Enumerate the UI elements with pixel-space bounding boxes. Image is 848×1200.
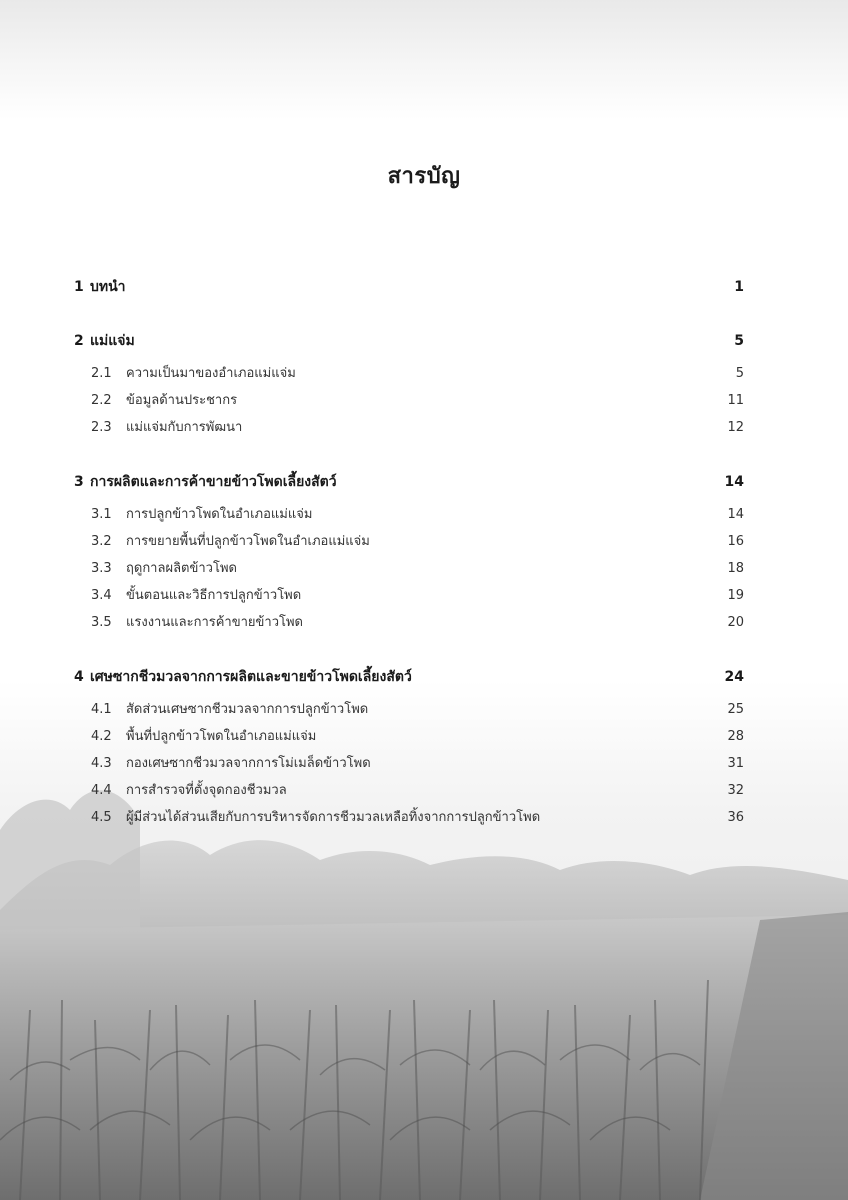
page-title: สารบัญ <box>387 164 461 189</box>
section-number: 2.3 <box>91 420 112 435</box>
page-number: 31 <box>727 756 744 771</box>
page-number: 18 <box>727 561 744 576</box>
chapter-title: แม่แจ่ม <box>90 333 135 349</box>
page-number: 11 <box>727 393 744 408</box>
toc-section-3-3[interactable] <box>0 558 848 580</box>
page-number: 32 <box>727 783 744 798</box>
section-title: การขยายพื้นที่ปลูกข้าวโพดในอำเภอแม่แจ่ม <box>126 534 370 549</box>
page-number: 28 <box>727 729 744 744</box>
section-number: 3.4 <box>91 588 112 603</box>
page-number: 5 <box>734 333 744 349</box>
section-title: การสำรวจที่ตั้งจุดกองชีวมวล <box>126 783 287 798</box>
section-title: แม่แจ่มกับการพัฒนา <box>126 420 243 435</box>
chapter-title: การผลิตและการค้าขายข้าวโพดเลี้ยงสัตว์ <box>90 474 337 490</box>
section-number: 4.5 <box>91 810 112 825</box>
toc-section-3-4[interactable] <box>0 585 848 607</box>
section-title: การปลูกข้าวโพดในอำเภอแม่แจ่ม <box>126 507 313 522</box>
section-number: 4.1 <box>91 702 112 717</box>
section-number: 3.3 <box>91 561 112 576</box>
top-gradient-band <box>0 0 848 120</box>
section-number: 3.1 <box>91 507 112 522</box>
toc-section-4-3[interactable] <box>0 753 848 775</box>
section-title: แรงงานและการค้าขายข้าวโพด <box>126 615 304 630</box>
page-number: 20 <box>727 615 744 630</box>
section-number: 2.2 <box>91 393 112 408</box>
chapter-title: เศษซากชีวมวลจากการผลิตและขายข้าวโพดเลี้ยงสัตว์ <box>90 669 412 685</box>
toc-section-3-5[interactable] <box>0 612 848 634</box>
section-title: ฤดูกาลผลิตข้าวโพด <box>126 561 237 576</box>
section-title: สัดส่วนเศษซากชีวมวลจากการปลูกข้าวโพด <box>126 702 369 717</box>
chapter-number: 1 <box>74 279 84 295</box>
page-number: 12 <box>727 420 744 435</box>
page-number: 16 <box>727 534 744 549</box>
section-number: 2.1 <box>91 366 112 381</box>
toc-chapter-1[interactable] <box>0 276 848 298</box>
section-title: กองเศษซากชีวมวลจากการโม่เมล็ดข้าวโพด <box>126 756 371 771</box>
chapter-title: บทนำ <box>90 279 126 295</box>
page-number: 25 <box>727 702 744 717</box>
toc-section-2-3[interactable] <box>0 417 848 439</box>
section-title: ผู้มีส่วนได้ส่วนเสียกับการบริหารจัดการชีวมวลเหลือทิ้งจากการปลูกข้าวโพด <box>126 810 541 825</box>
toc-section-4-4[interactable] <box>0 780 848 802</box>
chapter-number: 2 <box>74 333 84 349</box>
page-number: 1 <box>734 279 744 295</box>
section-title: ขั้นตอนและวิธีการปลูกข้าวโพด <box>126 588 302 603</box>
chapter-number: 3 <box>74 474 84 490</box>
toc-section-4-2[interactable] <box>0 726 848 748</box>
page-number: 14 <box>724 474 744 490</box>
section-number: 4.4 <box>91 783 112 798</box>
toc-chapter-4[interactable] <box>0 666 848 688</box>
chapter-number: 4 <box>74 669 84 685</box>
toc-section-3-1[interactable] <box>0 504 848 526</box>
toc-section-2-1[interactable] <box>0 363 848 385</box>
section-title: พื้นที่ปลูกข้าวโพดในอำเภอแม่แจ่ม <box>126 729 317 744</box>
section-number: 3.2 <box>91 534 112 549</box>
toc-section-4-1[interactable] <box>0 699 848 721</box>
toc-section-3-2[interactable] <box>0 531 848 553</box>
page-number: 24 <box>724 669 744 685</box>
section-title: ข้อมูลด้านประชากร <box>126 393 238 408</box>
toc-chapter-2[interactable] <box>0 330 848 352</box>
page-number: 19 <box>727 588 744 603</box>
toc-chapter-3[interactable] <box>0 471 848 493</box>
toc-section-4-5[interactable] <box>0 807 848 829</box>
page-number: 5 <box>735 366 744 381</box>
section-title: ความเป็นมาของอำเภอแม่แจ่ม <box>126 366 296 381</box>
toc-section-2-2[interactable] <box>0 390 848 412</box>
section-number: 4.3 <box>91 756 112 771</box>
section-number: 3.5 <box>91 615 112 630</box>
page-number: 36 <box>727 810 744 825</box>
page-number: 14 <box>727 507 744 522</box>
section-number: 4.2 <box>91 729 112 744</box>
